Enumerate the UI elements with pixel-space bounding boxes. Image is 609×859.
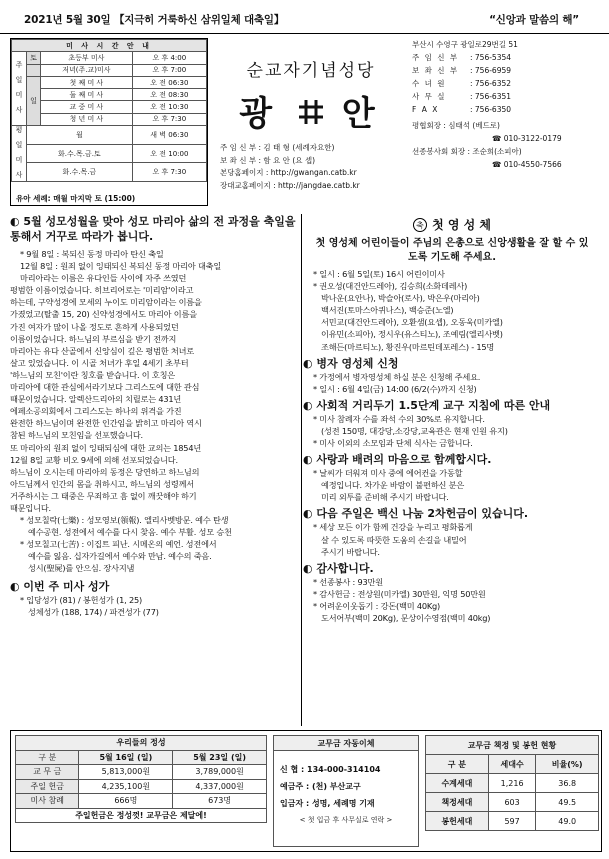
second-collection-body bbox=[303, 521, 601, 557]
communion-line: 조해든(마르티노), 황진우(마르틴데포레스) - 15명 bbox=[321, 341, 495, 352]
distancing-title: ◐ 사회적 거리두기 1.5단계 교구 지침에 따른 안내 bbox=[303, 398, 551, 412]
mary-article-body bbox=[10, 248, 300, 575]
contact-key: 보 좌 신 부 bbox=[412, 66, 459, 75]
thanks-body bbox=[303, 576, 601, 624]
offering-row-label: 주일 헌금 bbox=[16, 779, 79, 794]
sched-name: 초등부 미사 bbox=[41, 52, 133, 64]
mass-schedule-table bbox=[10, 38, 208, 204]
priest-line: 보 좌 신 부 : 함 요 안 (요 셉) bbox=[220, 155, 316, 165]
hymns-list bbox=[10, 594, 300, 618]
second-collection-title: ◐ 다음 주일은 백신 나눔 2차헌금이 있습니다. bbox=[303, 507, 529, 521]
article-line: 12월 8일 : 원죄 없이 잉태되신 복되신 동정 마리아 대축일 bbox=[20, 261, 222, 272]
article-line: 아드님께서 인간의 몸을 취하시고, 하느님의 성령께서 bbox=[10, 478, 195, 489]
notice-line: * 미사 이외의 소모임과 단체 식사는 금합니다. bbox=[313, 438, 473, 449]
hymns-title: ◐ 이번 주 미사 성가 bbox=[10, 579, 110, 593]
sched-ampm: 오 후 bbox=[152, 115, 169, 124]
sched-time: 08:30 bbox=[168, 90, 189, 99]
pledge-count: 597 bbox=[488, 812, 536, 831]
contact-key: 수 녀 원 bbox=[412, 79, 447, 88]
notice-line: * 세상 모든 이가 함께 건강을 누리고 평화롭게 bbox=[313, 522, 473, 533]
contact-row bbox=[412, 51, 602, 64]
sched-name: 교 중 미 사 bbox=[41, 101, 133, 113]
article-line: 12월 8일 교황 비오 9세에 의해 선포되었습니다. bbox=[10, 454, 178, 465]
sched-ampm: 오 후 bbox=[152, 168, 169, 177]
seven-sorrows-line: 예수를 잃음. 십자가길에서 예수와 만남. 예수의 죽음. bbox=[28, 551, 212, 562]
communion-line: 이유민(소피아), 정시우(유스티노), 조예림(엘리사벳) bbox=[321, 329, 503, 340]
auto-transfer-body bbox=[273, 751, 419, 847]
offering-value: 4,337,000원 bbox=[173, 779, 267, 794]
notice-line: (성전 150명, 대강당,소강당,교육관은 현재 인원 유지) bbox=[321, 425, 508, 436]
pledge-pct: 49.0 bbox=[536, 812, 599, 831]
article-line: 이름이었습니다. 하느님의 부르심을 받기 전까지 bbox=[10, 333, 177, 344]
sched-ampm: 오 전 bbox=[150, 78, 166, 87]
care-title: ◐ 사랑과 배려의 마음으로 함께합시다. bbox=[303, 453, 492, 467]
notice-line: * 가정에서 병자영성체 하실 분은 신청해 주세요. bbox=[313, 371, 481, 382]
sched-time: 10:00 bbox=[168, 149, 189, 158]
article-line: 또 마리아의 원죄 없이 잉태되심에 대한 교의는 1854년 bbox=[10, 442, 202, 453]
pledge-count: 603 bbox=[488, 793, 536, 812]
bank-note: < 첫 입금 후 사무실로 연락 > bbox=[299, 816, 393, 824]
communion-subtitle: 첫 영성체 어린이들이 주님의 은총으로 신앙생활을 잘 할 수 있도록 기도해 주세요. bbox=[315, 238, 589, 263]
thanks-line: * 선종봉사 : 93만원 bbox=[313, 576, 383, 587]
sched-time: 4:00 bbox=[170, 53, 187, 62]
pledge-header: 세대수 bbox=[488, 755, 536, 774]
auto-transfer-title: 교무금 자동이체 bbox=[273, 735, 419, 751]
notices-column bbox=[303, 214, 601, 726]
sched-ampm: 오 전 bbox=[150, 103, 166, 112]
mass-schedule-title: 미 사 시 간 안 내 bbox=[12, 40, 207, 52]
celebration-badge-icon: 축 bbox=[413, 218, 427, 232]
seven-sorrows-line: * 성모칠고(七苦) : 이집트 피난. 시메온의 예언. 성전에서 bbox=[20, 539, 217, 550]
sched-name: 화.수.목.금.토 bbox=[27, 144, 133, 163]
article-line: '하느님의 모친'이란 칭호를 받습니다. 이 호칭은 bbox=[10, 369, 175, 380]
communion-line: 박나운(요안나), 박슬아(로사), 박은우(마리아) bbox=[321, 293, 480, 304]
communion-line: 백서진(토마스아퀴나스), 백승준(노엘) bbox=[321, 305, 454, 316]
cross-emblem-icon bbox=[296, 97, 326, 135]
offering-row-label: 교 무 금 bbox=[16, 765, 79, 780]
notice-line: * 날씨가 더워져 미사 중에 에어컨을 가동할 bbox=[313, 468, 463, 479]
sched-group-sat: 토 bbox=[27, 52, 41, 64]
church-title-block bbox=[214, 38, 408, 206]
article-line: 살고 있었습니다. 이 시골 처녀가 후일 4세기 초부터 bbox=[10, 357, 189, 368]
contact-row bbox=[412, 103, 602, 116]
bank-holder: 예금주 : (천) 부산교구 bbox=[280, 782, 361, 791]
article-line: * 9월 8일 : 복되신 동정 마리아 탄신 축일 bbox=[20, 249, 164, 259]
article-line: 가졌었고(탈출 15, 20) 신약성경에서도 마리아 이름을 bbox=[10, 309, 197, 320]
header-bar bbox=[0, 0, 609, 34]
communion-heading bbox=[303, 214, 601, 233]
mary-article-title: ◐ 5월 성모성월을 맞아 성모 마리아 삶의 전 과정을 축일을 통해서 거꾸로 따라가 봅니다. bbox=[10, 215, 296, 243]
offering-footer: 주일헌금은 정성껏! 교무금은 제달에! bbox=[16, 808, 267, 823]
sched-time: 7:30 bbox=[170, 168, 187, 177]
article-line: 에페소공의회에서 그리스도는 하나의 위격을 가진 bbox=[10, 406, 182, 417]
sched-group-mon: 월 bbox=[27, 126, 133, 145]
contact-key: 주 임 신 부 bbox=[412, 53, 459, 62]
sched-ampm: 새 벽 bbox=[150, 130, 166, 139]
contact-value: : 756-6350 bbox=[470, 105, 512, 114]
hymn-line: 성체성가 (188, 174) / 파견성가 (77) bbox=[28, 606, 159, 617]
care-body bbox=[303, 467, 601, 503]
header-date: 2021년 5월 30일 bbox=[24, 14, 111, 26]
sched-group-sun: 일 bbox=[27, 76, 41, 125]
pledge-pct: 36.8 bbox=[536, 774, 599, 793]
offering-value: 666명 bbox=[79, 794, 173, 809]
sched-name: 화.수.목.금 bbox=[27, 163, 133, 182]
header-motto: “신앙과 말씀의 해” bbox=[489, 14, 579, 26]
communion-line: 서민교(대건안드레아), 오환샘(요셉), 오동욱(미카엘) bbox=[321, 317, 503, 328]
seven-joys-line: 예수공현. 성전에서 예수를 다시 찾음. 예수 부활. 성모 승천 bbox=[28, 527, 232, 538]
sched-name: 첫 째 미 사 bbox=[41, 76, 133, 88]
article-line: 하느님이 오시는데 마리아의 동정은 당연하고 하느님의 bbox=[10, 466, 200, 477]
communion-line: * 권오성(대건안드레아), 김승희(소화데레사) bbox=[313, 281, 468, 292]
contact-row bbox=[412, 64, 602, 77]
article-line: 마리아에 대한 관심에서라기보다 그리스도에 대한 관심 bbox=[10, 382, 200, 393]
offering-value: 673명 bbox=[173, 794, 267, 809]
pledge-status-table bbox=[425, 735, 599, 831]
contact-value: : 756-6351 bbox=[470, 92, 512, 101]
communion-title: 첫 영 성 체 bbox=[432, 218, 491, 232]
notice-line: * 미사 참례자 수를 좌석 수의 30%로 유지합니다. bbox=[313, 413, 485, 424]
parish-name bbox=[214, 86, 408, 135]
sched-ampm: 오 후 bbox=[152, 53, 169, 62]
offering-table bbox=[15, 735, 267, 823]
distancing-body bbox=[303, 413, 601, 449]
sched-name: 청 년 미 사 bbox=[41, 113, 133, 125]
pledge-row-label: 수계세대 bbox=[426, 774, 489, 793]
notice-line: 미리 외투를 준비해 주시기 바랍니다. bbox=[321, 492, 449, 503]
offering-title: 우리들의 정성 bbox=[16, 736, 267, 751]
sick-communion-body bbox=[303, 371, 601, 395]
header-feast: 【지극히 거룩하신 삼위일체 대축일】 bbox=[113, 14, 285, 26]
notice-line: 예정입니다. 차가운 바람이 불편하신 분은 bbox=[321, 480, 465, 491]
sched-ampm: 오 후 bbox=[152, 66, 169, 75]
article-line: 완전한 하느님이며 완전한 인간임을 밝히고 마리아 역시 bbox=[10, 418, 202, 429]
article-line: 거주하시는 그 태중은 무죄하고 흠 없이 깨끗해야 하기 bbox=[10, 490, 197, 501]
thanks-line: * 감사헌금 : 전상원(미카엘) 30만원, 익명 50만원 bbox=[313, 588, 486, 599]
pledge-status-title: 교무금 책정 및 봉헌 현황 bbox=[426, 736, 599, 755]
sched-ampm: 오 전 bbox=[150, 149, 166, 158]
offering-value: 5,813,000원 bbox=[79, 765, 173, 780]
council-phone: ☎ 010-3122-0179 bbox=[492, 134, 562, 143]
offering-col-label: 구 분 bbox=[16, 750, 79, 765]
sched-group bbox=[27, 64, 41, 76]
church-name: 순교자기념성당 bbox=[246, 61, 376, 81]
contact-row bbox=[412, 77, 602, 90]
notice-line: 살 수 있도록 따뜻한 도움의 손길을 내밀어 bbox=[321, 534, 467, 545]
offering-value: 4,235,100원 bbox=[79, 779, 173, 794]
column-divider bbox=[301, 214, 302, 726]
pledge-count: 1,216 bbox=[488, 774, 536, 793]
pledge-row-label: 봉헌세대 bbox=[426, 812, 489, 831]
offering-week: 5월 16일 (일) bbox=[79, 750, 173, 765]
header-date-feast bbox=[24, 12, 284, 27]
social-phone: ☎ 010-4550-7566 bbox=[492, 160, 562, 169]
infant-baptism-note: 유아 세례: 매월 마지막 토 (15:00) bbox=[10, 193, 208, 206]
bank-account: 신 협 : 134-000-314104 bbox=[280, 765, 381, 774]
mary-article bbox=[10, 214, 300, 726]
bottom-panel bbox=[10, 730, 602, 852]
hymn-line: * 입당성가 (81) / 봉헌성가 (1, 25) bbox=[20, 594, 142, 605]
sick-communion-title: ◐ 병자 영성체 신청 bbox=[303, 356, 399, 370]
sched-time: 7:00 bbox=[170, 66, 187, 75]
article-line: 가진 여자가 많이 나올 정도로 흔하게 사용되었던 bbox=[10, 321, 179, 332]
article-line: 때문이었습니다. 알렉산드리아의 치릴로는 431년 bbox=[10, 394, 182, 405]
contact-block bbox=[412, 38, 602, 206]
sched-time: 06:30 bbox=[168, 78, 189, 87]
communion-details bbox=[303, 268, 601, 353]
contact-key: F A X bbox=[412, 105, 439, 114]
article-line: 평범한 이름이었습니다. 히브리어로는 '미리암'이라고 bbox=[10, 285, 194, 296]
communion-line: * 일시 : 6월 5일(토) 16시 어린이미사 bbox=[313, 269, 445, 279]
parish-name-left: 광 bbox=[239, 94, 281, 134]
sunday-mass-label: 주 일 미 사 bbox=[15, 61, 23, 114]
contact-row bbox=[412, 90, 602, 103]
article-line: 때문입니다. bbox=[10, 502, 51, 513]
offering-value: 3,789,000원 bbox=[173, 765, 267, 780]
pledge-row-label: 책정세대 bbox=[426, 793, 489, 812]
contact-value: : 756-5354 bbox=[470, 53, 512, 62]
parish-name-right: 안 bbox=[341, 94, 383, 134]
notice-line: * 일시 : 6월 4일(금) 14:00 (6/2(수)까지 신청) bbox=[313, 383, 477, 394]
pledge-header: 구 분 bbox=[426, 755, 489, 774]
article-line: 하는데, 구약성경에 모세의 누이도 미리암이라는 이름을 bbox=[10, 297, 202, 308]
sched-time: 7:30 bbox=[170, 115, 187, 124]
offering-week: 5월 23일 (일) bbox=[173, 750, 267, 765]
thanks-title: ◐ 감사합니다. bbox=[303, 561, 374, 575]
seven-joys-line: * 성모칠락(七樂) : 성모영보(領報). 엘리사벳방문. 예수 탄생 bbox=[20, 515, 229, 526]
sched-time: 06:30 bbox=[168, 130, 189, 139]
contact-key: 사 무 실 bbox=[412, 92, 447, 101]
sched-ampm: 오 전 bbox=[150, 90, 166, 99]
bank-depositor: 입금자 : 성명, 세례명 기재 bbox=[280, 799, 375, 808]
notice-line: 주시기 바랍니다. bbox=[321, 546, 380, 557]
thanks-line: * 어려운이웃돕기 : 강돈(백미 40Kg) bbox=[313, 600, 441, 611]
homepage-link[interactable]: 본당홈페이지 : http://gwangan.catb.kr bbox=[220, 168, 357, 177]
article-line: 참된 하느님의 모친임을 선포했습니다. bbox=[10, 430, 143, 441]
auto-transfer-box bbox=[273, 735, 419, 847]
sched-name: 둘 째 미 사 bbox=[41, 89, 133, 101]
sched-time: 10:30 bbox=[168, 103, 189, 112]
offering-row-label: 미사 참례 bbox=[16, 794, 79, 809]
seven-sorrows-line: 성시(聖屍)를 안으심. 장사지냄 bbox=[28, 563, 135, 574]
contact-value: : 756-6959 bbox=[470, 66, 512, 75]
council-president: 평협회장 : 심태석 (베드로) bbox=[412, 121, 500, 130]
homepage-link[interactable]: 장대교홈페이지 : http://jangdae.catb.kr bbox=[220, 180, 360, 190]
weekday-mass-label: 평 일 미 사 bbox=[15, 126, 23, 179]
article-line: 마리아라는 이름은 유다인들 사이에 자주 쓰였던 bbox=[20, 273, 187, 284]
address: 부산시 수영구 광일로29번길 51 bbox=[412, 40, 518, 49]
contact-value: : 756-6352 bbox=[470, 79, 512, 88]
social-president: 선종봉사회 회장 : 조순희(소피아) bbox=[412, 147, 522, 156]
article-line: 마리아는 유다 산골에서 신앙심이 깊은 평범한 처녀로 bbox=[10, 345, 195, 356]
priest-line: 주 임 신 부 : 김 태 형 (세례자요한) bbox=[220, 143, 335, 152]
thanks-line: 도서어부(백미 20Kg), 문상이수영점(백미 40kg) bbox=[321, 612, 491, 623]
sched-name: 저녁(주.교)미사 bbox=[41, 64, 133, 76]
priest-info bbox=[220, 142, 360, 192]
pledge-pct: 49.5 bbox=[536, 793, 599, 812]
pledge-header: 비율(%) bbox=[536, 755, 599, 774]
